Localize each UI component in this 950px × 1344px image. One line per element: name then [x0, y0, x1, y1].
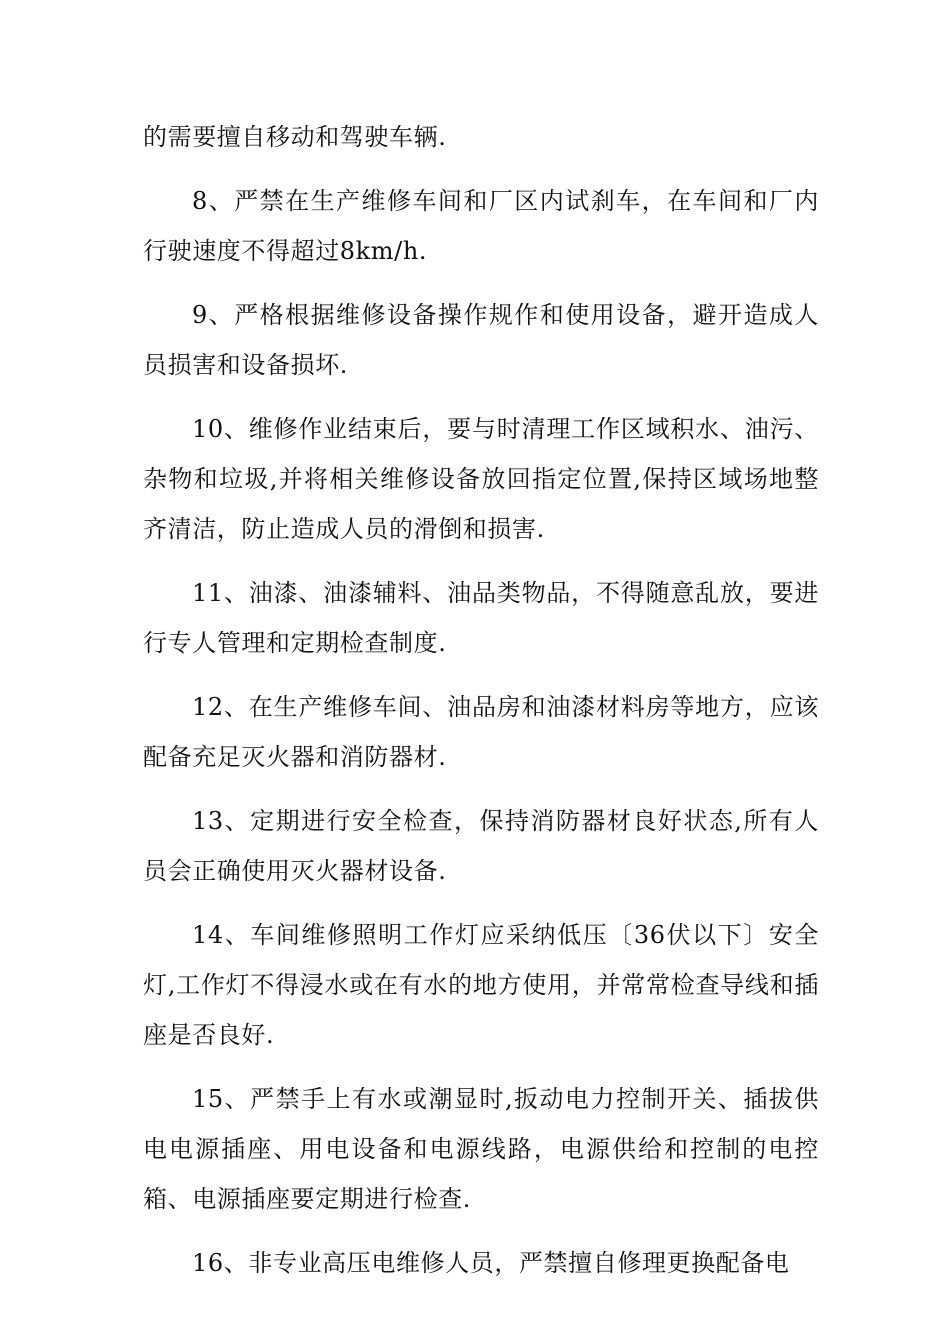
paragraph-item-10: 10、维修作业结束后，要与时清理工作区域积水、油污、杂物和垃圾,并将相关维修设备放回指定位置,保持区域场地整齐清洁，防止造成人员的滑倒和损害.	[143, 415, 819, 543]
paragraph-item-12: 12、在生产维修车间、油品房和油漆材料房等地方，应该配备充足灭火器和消防器材.	[143, 693, 819, 771]
paragraph-item-8: 8、严禁在生产维修车间和厂区内试刹车，在车间和厂内行驶速度不得超过8km/h.	[143, 187, 819, 265]
paragraph-continuation: 的需要擅自移动和驾驶车辆.	[143, 123, 447, 151]
paragraph-item-9: 9、严格根据维修设备操作规作和使用设备，避开造成人员损害和设备损坏.	[143, 301, 819, 379]
paragraph-item-15: 15、严禁手上有水或潮显时,扳动电力控制开关、插拔供电电源插座、用电设备和电源线路，电源供给和控制的电控箱、电源插座要定期进行检查.	[143, 1085, 819, 1213]
paragraph-item-14: 14、车间维修照明工作灯应采纳低压〔36伏以下〕安全灯,工作灯不得浸水或在有水的地方使用，并常常检查导线和插座是否良好.	[143, 921, 819, 1049]
paragraph-item-11: 11、油漆、油漆辅料、油品类物品，不得随意乱放，要进行专人管理和定期检查制度.	[143, 579, 819, 657]
document-page	[143, 112, 819, 1302]
paragraph-item-16: 16、非专业高压电维修人员，严禁擅自修理更换配备电	[192, 1249, 790, 1277]
paragraph-item-13: 13、定期进行安全检查，保持消防器材良好状态,所有人员会正确使用灭火器材设备.	[143, 807, 819, 885]
